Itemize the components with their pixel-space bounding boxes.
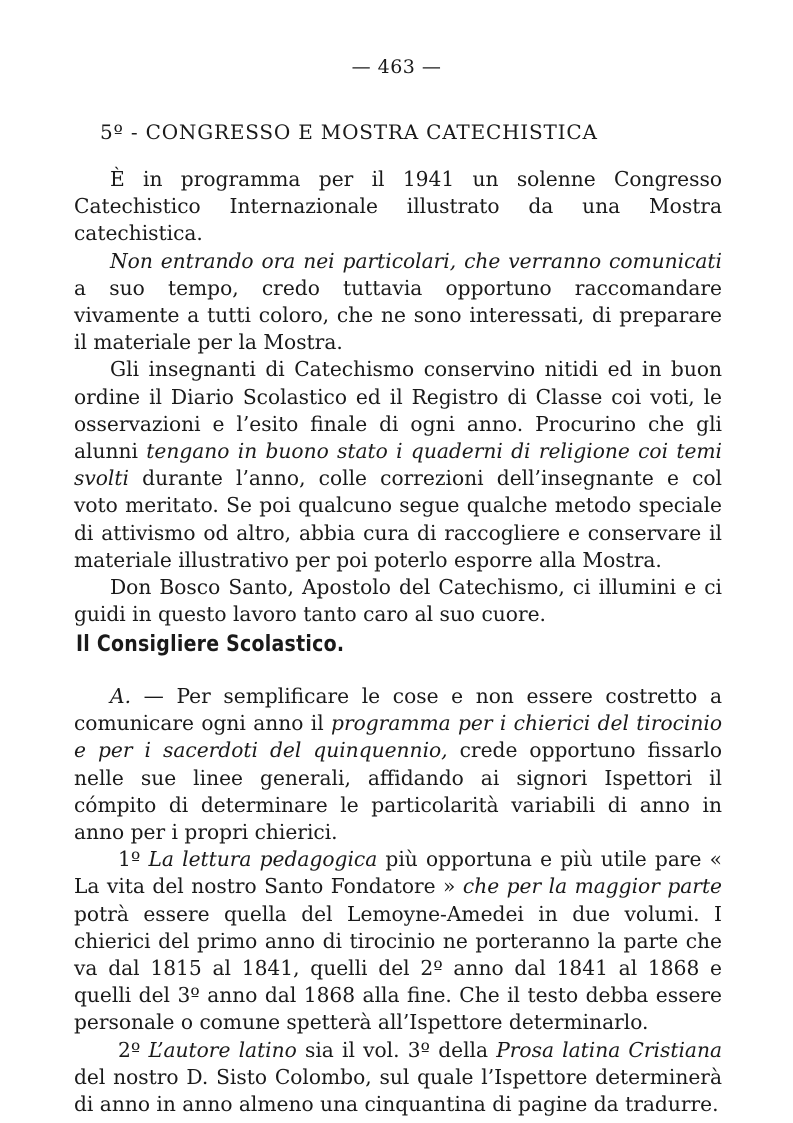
text-run: 2º: [118, 1037, 149, 1062]
italic-run: tengano in buono stato i quaderni di religione coi temi svolti: [74, 439, 723, 491]
paragraph: [74, 574, 722, 628]
text-run: Gli insegnanti di Catechismo conservino nitidi ed in buon ordine il Diario Scolastico ed il Registro di Classe coi voti, le osservazioni e l’esito finale di ogni anno. Procurino che gli alunni: [74, 357, 722, 464]
congress-section-body: [74, 166, 722, 628]
italic-run: che per la maggior parte: [462, 874, 722, 899]
text-run: crede opportuno fissarlo nelle sue linee generali, affidando ai signori Ispettori il cómpito di determinare le particolarità variabili di anno in anno per i propri chierici.: [74, 738, 722, 845]
paragraph: [74, 683, 722, 846]
text-run: 1º: [118, 847, 149, 872]
paragraph: [74, 248, 722, 357]
text-run: del nostro D. Sisto Colombo, sul quale l’Ispettore determinerà di anno in anno almeno una cinquantina di pagine da tradurre.: [74, 1064, 722, 1117]
text-run: È in programma per il 1941 un solenne Congresso Catechistico Internazionale illustrato da una Mostra catechistica.: [74, 167, 722, 246]
text-run: a suo tempo, credo tuttavia opportuno raccomandare vivamente a tutti coloro, che ne sono interessati, di preparare il materiale per la Mostra.: [74, 275, 722, 355]
italic-run: La lettura pedagogica: [148, 847, 378, 872]
text-run: potrà essere quella del Lemoyne-Amedei in due volumi. I chierici del primo anno di tirocinio ne porteranno la parte che va dal 1815 al 1841, quelli del 2º anno dal 1841 al 1868 e quelli del 3º anno dal 1868 alla fine. Che il testo debba essere personale o comune spetterà all’Ispettore determinarlo.: [74, 901, 722, 1035]
text-run: — Per semplificare le cose e non essere costretto a comunicare ogni anno il: [74, 684, 722, 736]
italic-run: Non entrando ora nei particolari, che verranno comunicati: [110, 248, 722, 273]
page-number: — 463 —: [351, 56, 442, 78]
paragraph: [74, 356, 722, 574]
text-run: durante l’anno, colle correzioni dell’insegnante e col voto meritato. Se poi qualcuno segue qualche metodo speciale di attivismo od altro, abbia cura di raccogliere e conservare il materiale illustrativo per poi poterlo esporre alla Mostra.: [74, 466, 722, 572]
text-run: sia il vol. 3º della: [296, 1037, 497, 1062]
section-title: Il Consigliere Scolastico.: [76, 632, 345, 657]
text-run: più opportuna e più utile pare « La vita del nostro Santo Fondatore »: [74, 847, 722, 899]
congress-heading: 5º - CONGRESSO E MOSTRA CATECHISTICA: [100, 120, 598, 144]
paragraph: [74, 846, 722, 1036]
italic-run: A.: [110, 684, 131, 708]
consigliere-section-body: [74, 683, 722, 1118]
text-run: Don Bosco Santo, Apostolo del Catechismo, ci illumini e ci guidi in questo lavoro tanto caro al suo cuore.: [74, 575, 722, 627]
paragraph: [74, 166, 722, 248]
italic-run: Prosa latina Cristiana: [496, 1037, 722, 1062]
italic-run: L’autore latino: [148, 1037, 297, 1062]
italic-run: programma per i chierici del tirocinio e per i sacerdoti del quinquennio,: [74, 711, 723, 763]
paragraph: [74, 1037, 722, 1119]
